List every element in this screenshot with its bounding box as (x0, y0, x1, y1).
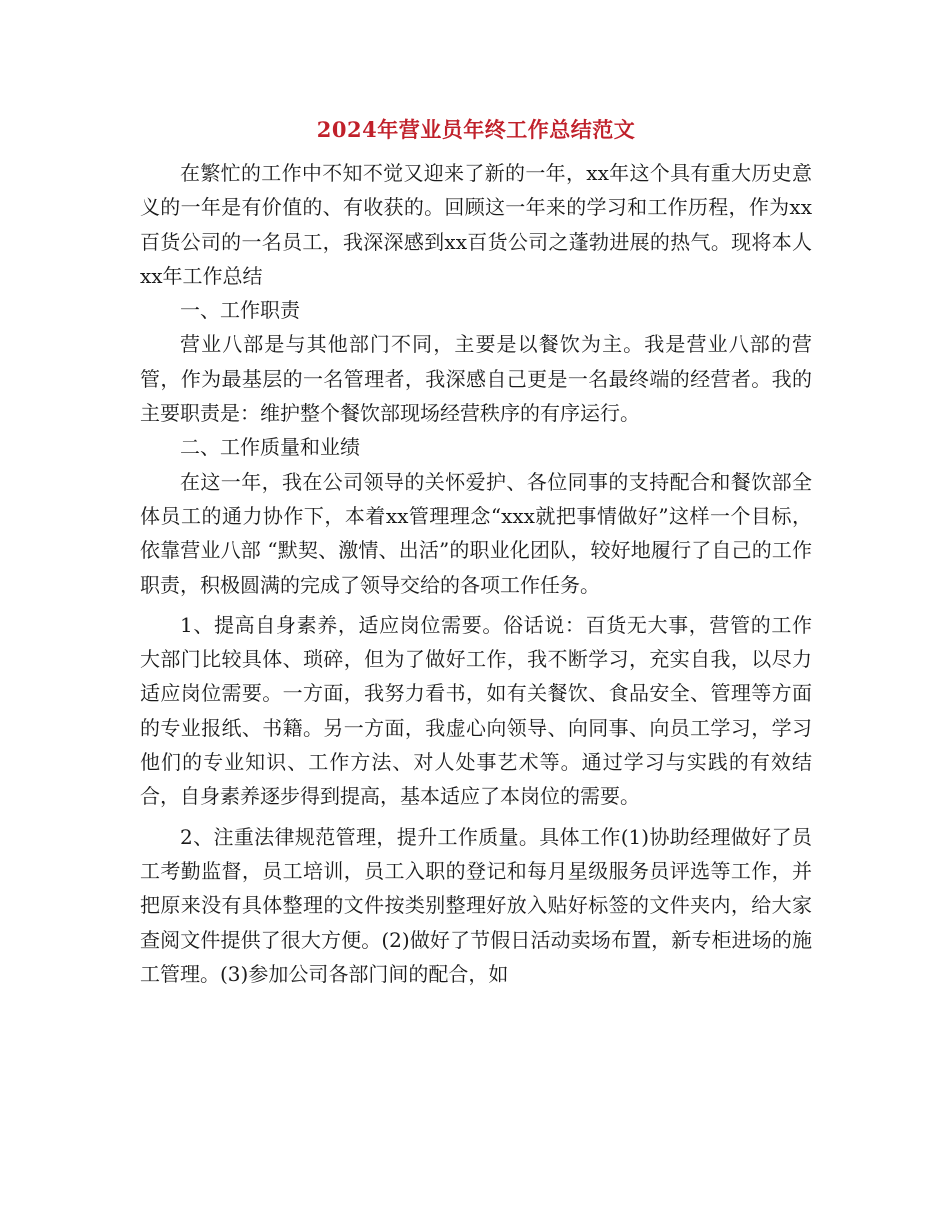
paragraph-duties: 营业八部是与其他部门不同，主要是以餐饮为主。我是营业八部的营管，作为最基层的一名管理者，我深感自己更是一名最终端的经营者。我的主要职责是：维护整个餐饮部现场经营秩序的有序运行。 (140, 332, 812, 426)
heading-work-duties: 一、工作职责 (180, 298, 300, 323)
paragraph-item-2: 2、注重法律规范管理，提升工作质量。具体工作(1)协助经理做好了员工考勤监督，员工培训，员工入职的登记和每月星级服务员评选等工作，并把原来没有具体整理的文件按类别整理好放入贴好标签的文件夹内，给大家查阅文件提供了很大方便。(2)做好了节假日活动卖场布置，新专柜进场的施工管理。(3)参加公司各部门间的配合，如 (140, 824, 812, 986)
paragraph-item-1: 1、提高自身素养，适应岗位需要。俗话说：百货无大事，营管的工作大部门比较具体、琐碎，但为了做好工作，我不断学习，充实自我，以尽力适应岗位需要。一方面，我努力看书，如有关餐饮、食品安全、管理等方面的专业报纸、书籍。另一方面，我虚心向领导、向同事、向员工学习，学习他们的专业知识、工作方法、对人处事艺术等。通过学习与实践的有效结合，自身素养逐步得到提高，基本适应了本岗位的需要。 (140, 612, 812, 809)
paragraph-performance: 在这一年，我在公司领导的关怀爱护、各位同事的支持配合和餐饮部全体员工的通力协作下，本着xx管理理念“xxx就把事情做好”这样一个目标，依靠营业八部 “默契、激情、出活”的职业化团队，较好地履行了自己的工作职责，积极圆满的完成了领导交给的各项工作任务。 (140, 469, 812, 597)
paragraph-intro: 在繁忙的工作中不知不觉又迎来了新的一年，xx年这个具有重大历史意义的一年是有价值的、有收获的。回顾这一年来的学习和工作历程，作为xx百货公司的一名员工，我深深感到xx百货公司之蓬勃进展的热气。现将本人xx年工作总结 (140, 161, 812, 288)
heading-quality-performance: 二、工作质量和业绩 (180, 435, 360, 460)
document-title: 2024年营业员年终工作总结范文 (316, 117, 636, 142)
